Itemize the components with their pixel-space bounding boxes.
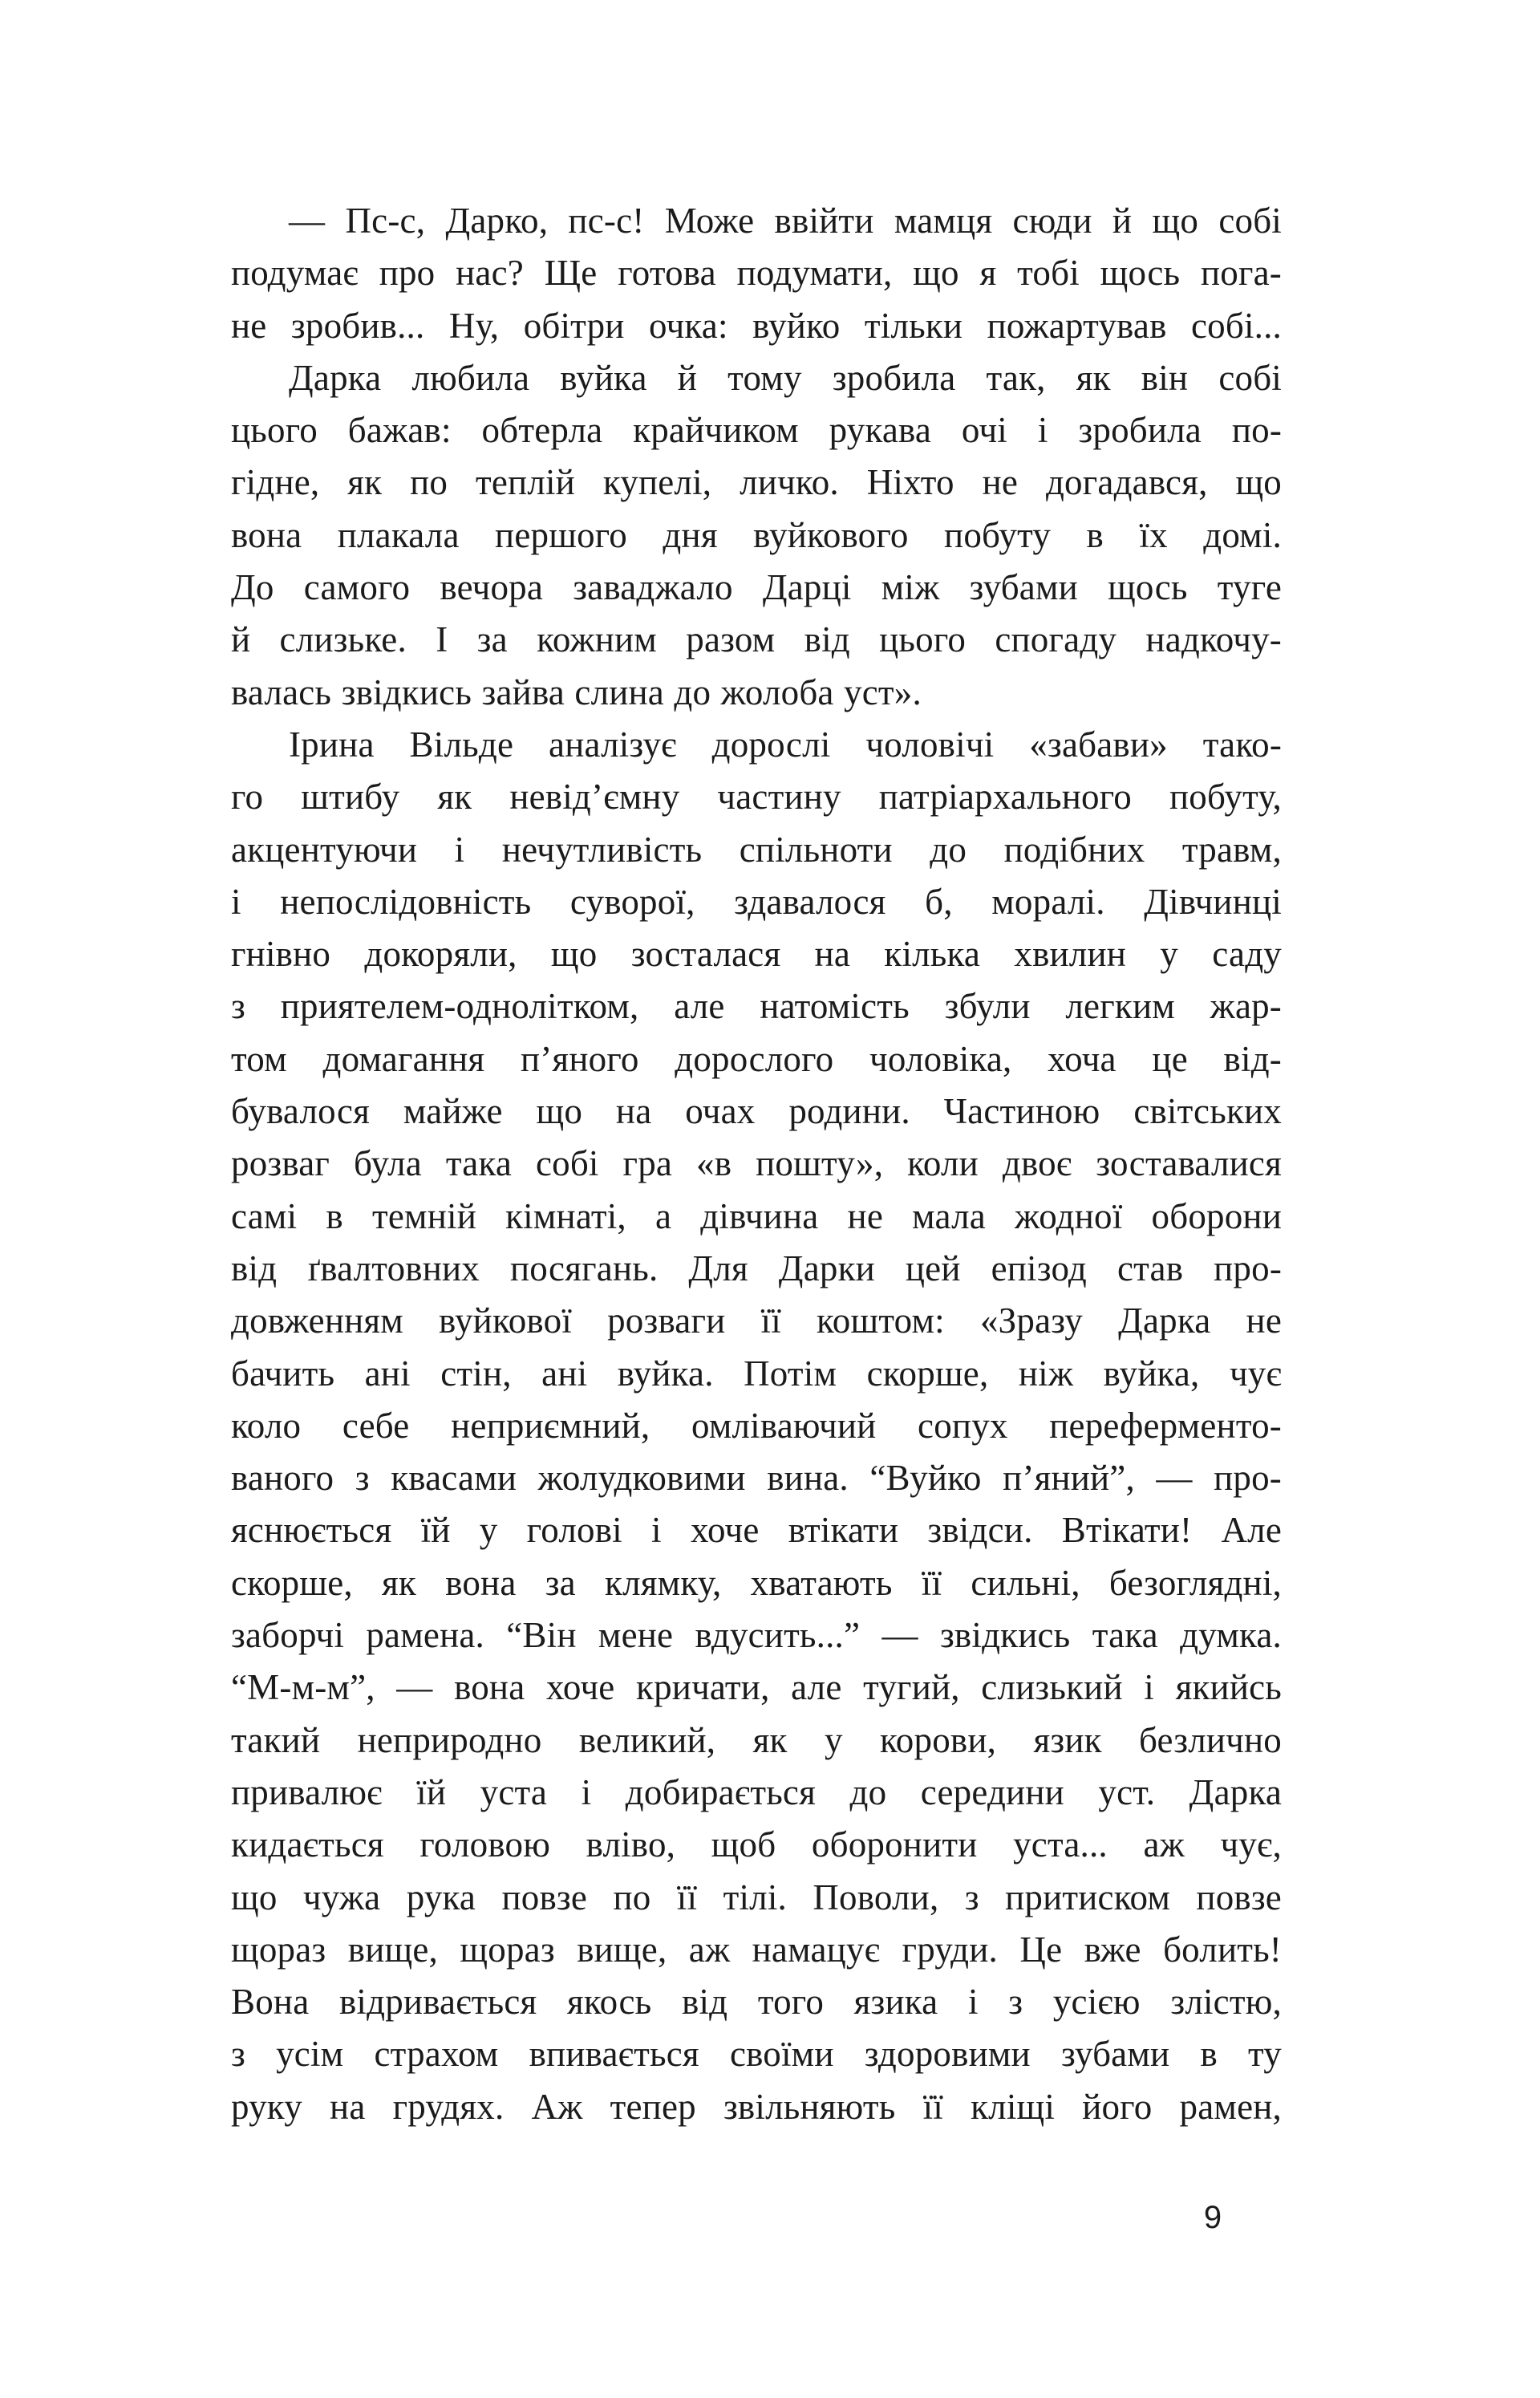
text-line: скорше, як вона за клямку, хватають її сильні, безоглядні, <box>231 1562 1282 1603</box>
text-line: і непослідовність суворої, здавалося б, моралі. Дівчинці <box>231 881 1282 922</box>
text-line: цього бажав: обтерла крайчиком рукава очі і зробила по- <box>231 410 1282 451</box>
text-line: й слизьке. І за кожним разом від цього спогаду надкочу- <box>231 619 1282 660</box>
text-line: заборчі рамена. “Він мене вдусить...” — звідкись така думка. <box>231 1615 1282 1656</box>
text-line: від ґвалтовних посягань. Для Дарки цей епізод став про- <box>231 1248 1282 1288</box>
text-line: з усім страхом впивається своїми здоровими зубами в ту <box>231 2034 1282 2075</box>
text-line: подумає про нас? Ще готова подумати, що я тобі щось пога- <box>231 253 1282 294</box>
text-line: — Пс-с, Дарко, пс-с! Може ввійти мамця сюди й що собі <box>289 201 1282 241</box>
text-line: вона плакала першого дня вуйкового побуту в їх домі. <box>231 514 1282 555</box>
text-line: гнівно докоряли, що зосталася на кілька хвилин у саду <box>231 934 1282 975</box>
text-line: гідне, як по теплій купелі, личко. Ніхто не догадався, що <box>231 462 1282 503</box>
text-line: привалює їй уста і добирається до середини уст. Дарка <box>231 1771 1282 1812</box>
text-line: коло себе неприємний, омліваючий сопух переферменто- <box>231 1405 1282 1446</box>
text-line: бувалося майже що на очах родини. Частиною світських <box>231 1091 1282 1132</box>
text-line: самі в темній кімнаті, а дівчина не мала жодної оборони <box>231 1195 1282 1236</box>
text-line: Ірина Вільде аналізує дорослі чоловічі «забави» тако- <box>289 724 1282 765</box>
text-line: руку на грудях. Аж тепер звільняють її кліщі його рамен, <box>231 2086 1282 2127</box>
text-line: щораз вище, щораз вище, аж намацує груди. Це вже болить! <box>231 1929 1282 1970</box>
text-line: том домагання п’яного дорослого чоловіка, хоча це від- <box>231 1038 1282 1079</box>
text-line: яснюється їй у голові і хоче втікати звідси. Втікати! Але <box>231 1510 1282 1551</box>
text-line: Вона відривається якось від того язика і з усією злістю, <box>231 1982 1282 2023</box>
body-text <box>231 195 1282 2133</box>
text-line: ваного з квасами жолудковими вина. “Вуйко п’яний”, — про- <box>231 1458 1282 1499</box>
text-line: акцентуючи і нечутливість спільноти до подібних травм, <box>231 829 1282 870</box>
text-line: такий неприродно великий, як у корови, язик безлично <box>231 1719 1282 1760</box>
text-line: розваг була така собі гра «в пошту», коли двоє зоставалися <box>231 1143 1282 1184</box>
page-number: 9 <box>1203 2200 1222 2235</box>
text-line: довженням вуйкової розваги її коштом: «Зразу Дарка не <box>231 1300 1282 1341</box>
text-line: валась звідкись зайва слина до жолоба уст». <box>231 672 922 712</box>
text-line: кидається головою вліво, щоб оборонити уста... аж чує, <box>231 1824 1282 1865</box>
text-line: Дарка любила вуйка й тому зробила так, як він собі <box>289 357 1282 398</box>
text-line: що чужа рука повзе по її тілі. Поволи, з притиском повзе <box>231 1877 1282 1917</box>
text-line: До самого вечора заваджало Дарці між зубами щось туге <box>231 567 1282 608</box>
text-line: не зробив... Ну, обітри очка: вуйко тільки пожартував собі... <box>231 305 1282 346</box>
text-line: го штибу як невід’ємну частину патріархального побуту, <box>231 777 1282 818</box>
text-line: “М-м-м”, — вона хоче кричати, але тугий, слизький і якийсь <box>231 1667 1282 1708</box>
text-line: з приятелем-однолітком, але натомість збули легким жар- <box>231 986 1282 1027</box>
text-line: бачить ані стін, ані вуйка. Потім скорше, ніж вуйка, чує <box>231 1353 1282 1394</box>
